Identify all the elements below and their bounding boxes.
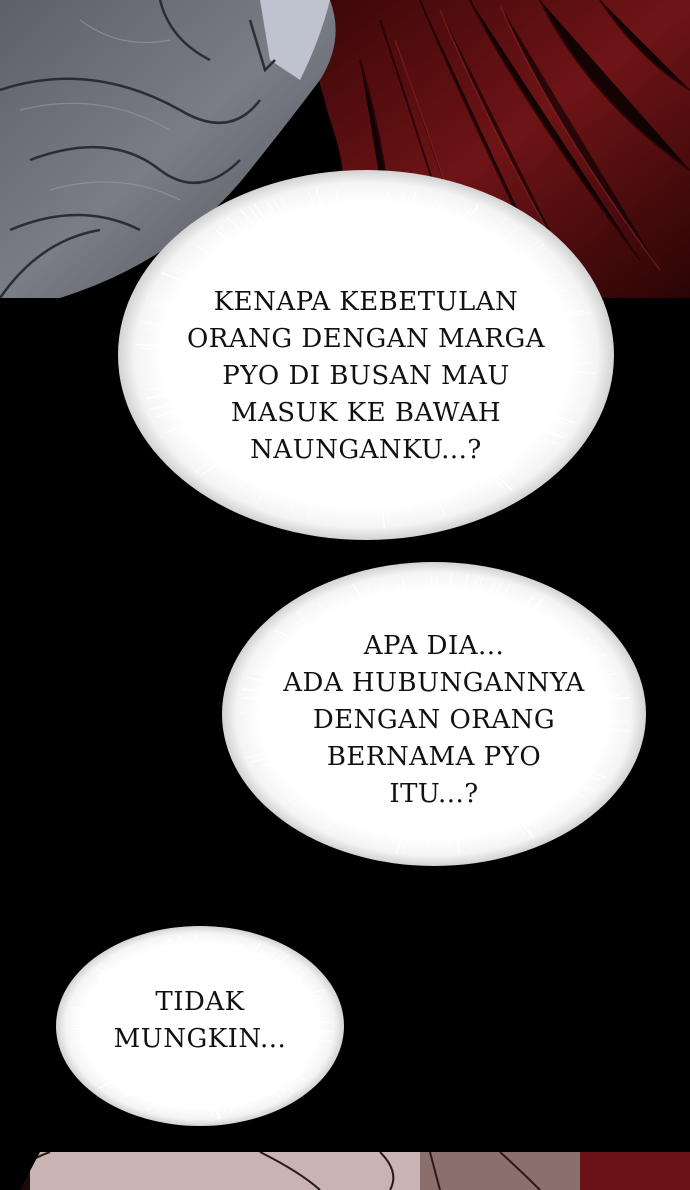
burst-spike (203, 1088, 204, 1104)
burst-spike (378, 466, 385, 528)
burst-spike (360, 466, 362, 512)
bubble-1-text (118, 284, 614, 469)
bubble-3-line-1: TIDAK (155, 987, 245, 1017)
burst-spike (442, 596, 445, 626)
burst-spike (134, 1078, 150, 1095)
burst-spike (305, 216, 318, 245)
burst-spike (451, 596, 455, 620)
burst-spike (458, 233, 483, 260)
bubble-2-line-1: APA DIA... (363, 631, 505, 661)
burst-spike (239, 1082, 252, 1101)
burst-spike (431, 576, 432, 622)
bubble-2-line-5: ITU...? (389, 779, 479, 809)
burst-spike (390, 467, 400, 513)
bubble-2-line-4: BERNAMA PYO (326, 742, 542, 772)
burst-spike (204, 935, 206, 967)
burst-spike (192, 1084, 194, 1110)
burst-spike (168, 1084, 176, 1104)
bubble-3-text (56, 984, 344, 1058)
next-panel-artwork (0, 1152, 690, 1190)
burst-spike (208, 946, 210, 964)
burst-spike (259, 956, 287, 979)
bubble-2-line-2: ADA HUBUNGANNYA (283, 668, 585, 698)
burst-spike (189, 1088, 192, 1108)
burst-spike (363, 588, 387, 631)
burst-spike (478, 245, 545, 286)
burst-spike (427, 811, 429, 847)
burst-spike (474, 581, 495, 627)
burst-spike (369, 210, 370, 244)
bubble-3-line-2: MUNGKIN... (113, 1024, 287, 1054)
burst-spike (305, 466, 319, 500)
bubble-1-line-1: KENAPA KEBETULAN (213, 287, 519, 317)
burst-spike (436, 576, 437, 618)
burst-spike (188, 947, 191, 968)
bubble-2-line-3: DENGAN ORANG (312, 705, 556, 735)
burst-spike (150, 941, 166, 969)
burst-spike (202, 937, 203, 965)
bubble-1-line-2: ORANG DENGAN MARGA (186, 324, 546, 354)
burst-spike (363, 209, 364, 241)
burst-spike (437, 595, 438, 617)
speech-bubble-1 (118, 170, 614, 540)
speech-bubble-2 (222, 562, 646, 866)
bubble-1-line-4: MASUK KE BAWAH (230, 398, 502, 428)
burst-spike (232, 1080, 244, 1101)
bubble-1-line-5: NAUNGANKU...? (250, 435, 482, 465)
bubble-1-line-3: PYO DI BUSAN MAU (222, 361, 510, 391)
burst-spike (428, 220, 443, 247)
speech-bubble-3 (56, 926, 344, 1126)
burst-spike (288, 216, 306, 248)
burst-spike (350, 199, 354, 239)
burst-spike (184, 1088, 188, 1106)
burst-spike (456, 574, 469, 626)
burst-spike (214, 247, 260, 279)
burst-spike (381, 467, 389, 524)
burst-spike (148, 1083, 165, 1111)
bubble-2-text (222, 628, 646, 813)
burst-spike (246, 1076, 264, 1096)
burst-spike (192, 947, 194, 966)
burst-spike (238, 944, 255, 970)
bottom-art-panel (0, 1152, 690, 1190)
burst-spike (445, 592, 449, 624)
burst-spike (483, 255, 517, 277)
